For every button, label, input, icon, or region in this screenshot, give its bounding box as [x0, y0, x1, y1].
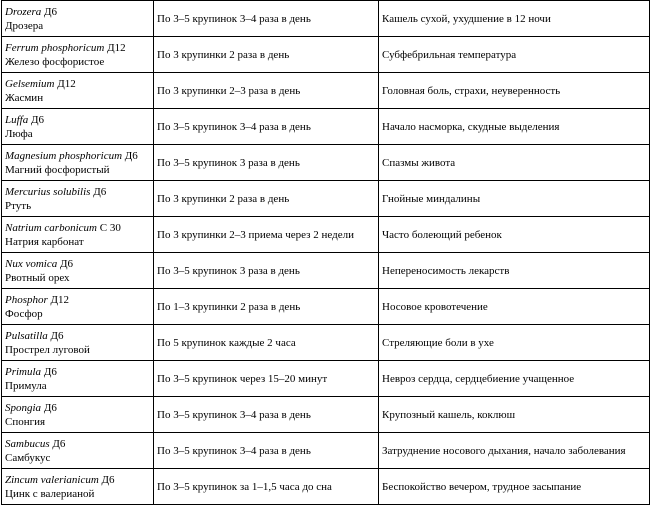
russian-name: Самбукус [5, 451, 51, 464]
latin-name: Gelsemium [5, 77, 55, 90]
dosage-cell: По 3–5 крупинок 3–4 раза в день [154, 1, 379, 37]
russian-name: Ртуть [5, 199, 32, 212]
remedy-name-line [5, 473, 150, 487]
dosage-cell: По 3 крупинки 2 раза в день [154, 37, 379, 73]
russian-name: Натрия карбонат [5, 235, 84, 248]
potency: Д6 [50, 329, 64, 342]
table-row [2, 325, 650, 361]
russian-name: Железо фосфористое [5, 55, 105, 68]
remedy-name-cell [2, 217, 154, 253]
russian-name: Прострел луговой [5, 343, 90, 356]
indication-cell: Спазмы живота [379, 145, 650, 181]
remedy-name-cell [2, 145, 154, 181]
potency: Д6 [124, 149, 138, 162]
remedies-table [1, 0, 650, 505]
remedy-name-cell [2, 109, 154, 145]
table-row [2, 217, 650, 253]
potency: Д6 [101, 473, 115, 486]
dosage-cell: По 3–5 крупинок 3 раза в день [154, 145, 379, 181]
table-row [2, 37, 650, 73]
remedy-name-cell [2, 73, 154, 109]
remedies-table-body [2, 1, 650, 505]
latin-name: Luffa [5, 113, 29, 126]
remedy-name-line [5, 293, 150, 307]
table-row [2, 469, 650, 505]
latin-name: Pulsatilla [5, 329, 48, 342]
indication-cell: Гнойные миндалины [379, 181, 650, 217]
dosage-cell: По 3–5 крупинок 3 раза в день [154, 253, 379, 289]
table-row [2, 433, 650, 469]
dosage-cell: По 3–5 крупинок 3–4 раза в день [154, 109, 379, 145]
remedy-name-line [5, 5, 150, 19]
indication-cell: Крупозный кашель, коклюш [379, 397, 650, 433]
potency: Д6 [43, 401, 57, 414]
remedy-name-line [5, 77, 150, 91]
potency: Д12 [107, 41, 126, 54]
table-row [2, 1, 650, 37]
indication-cell: Носовое кровотечение [379, 289, 650, 325]
latin-name: Drozera [5, 5, 42, 18]
indication-cell: Головная боль, страхи, неуверенность [379, 73, 650, 109]
table-row [2, 145, 650, 181]
indication-cell: Субфебрильная температура [379, 37, 650, 73]
dosage-cell: По 1–3 крупинки 2 раза в день [154, 289, 379, 325]
dosage-cell: По 3 крупинки 2–3 приема через 2 недели [154, 217, 379, 253]
indication-cell: Непереносимость лекарств [379, 253, 650, 289]
russian-name: Магний фосфористый [5, 163, 110, 176]
indication-cell: Затруднение носового дыхания, начало заболевания [379, 433, 650, 469]
russian-name: Цинк с валерианой [5, 487, 95, 500]
table-row [2, 181, 650, 217]
remedy-name-line [5, 113, 150, 127]
russian-name: Дрозера [5, 19, 44, 32]
russian-name: Люфа [5, 127, 33, 140]
table-row [2, 361, 650, 397]
remedy-name-line [5, 437, 150, 451]
table-row [2, 289, 650, 325]
remedy-name-line [5, 365, 150, 379]
potency: Д6 [59, 257, 73, 270]
indication-cell: Беспокойство вечером, трудное засыпание [379, 469, 650, 505]
remedy-name-line [5, 221, 150, 235]
potency: Д6 [43, 365, 57, 378]
remedy-name-cell [2, 433, 154, 469]
potency: Д6 [30, 113, 44, 126]
remedy-name-cell [2, 253, 154, 289]
potency: Д6 [44, 5, 58, 18]
latin-name: Phosphor [5, 293, 48, 306]
latin-name: Sambucus [5, 437, 50, 450]
potency: С 30 [99, 221, 121, 234]
remedy-name-line [5, 401, 150, 415]
remedy-name-cell [2, 181, 154, 217]
dosage-cell: По 3–5 крупинок за 1–1,5 часа до сна [154, 469, 379, 505]
dosage-cell: По 3–5 крупинок 3–4 раза в день [154, 397, 379, 433]
latin-name: Natrium carbonicum [5, 221, 97, 234]
indication-cell: Часто болеющий ребенок [379, 217, 650, 253]
table-row [2, 397, 650, 433]
indication-cell: Стреляющие боли в ухе [379, 325, 650, 361]
potency: Д12 [57, 77, 76, 90]
remedy-name-cell [2, 361, 154, 397]
potency: Д6 [93, 185, 107, 198]
remedy-name-cell [2, 289, 154, 325]
indication-cell: Кашель сухой, ухудшение в 12 ночи [379, 1, 650, 37]
dosage-cell: По 3 крупинки 2–3 раза в день [154, 73, 379, 109]
latin-name: Zincum valerianicum [5, 473, 99, 486]
potency: Д12 [50, 293, 70, 306]
dosage-cell: По 3–5 крупинок через 15–20 минут [154, 361, 379, 397]
remedy-name-cell [2, 37, 154, 73]
latin-name: Ferrum phosphoricum [5, 41, 105, 54]
russian-name: Примула [5, 379, 47, 392]
remedy-name-line [5, 257, 150, 271]
latin-name: Mercurius solubilis [5, 185, 91, 198]
russian-name: Спонгия [5, 415, 46, 428]
indication-cell: Невроз сердца, сердцебиение учащенное [379, 361, 650, 397]
remedy-name-line [5, 149, 150, 163]
russian-name: Жасмин [5, 91, 44, 104]
russian-name: Фосфор [5, 307, 43, 320]
indication-cell: Начало насморка, скудные выделения [379, 109, 650, 145]
table-row [2, 253, 650, 289]
remedy-name-line [5, 329, 150, 343]
latin-name: Magnesium phosphoricum [5, 149, 123, 162]
latin-name: Nux vomica [5, 257, 58, 270]
remedy-name-line [5, 185, 150, 199]
table-row [2, 109, 650, 145]
russian-name: Рвотный орех [5, 271, 70, 284]
remedy-name-cell [2, 325, 154, 361]
dosage-cell: По 5 крупинок каждые 2 часа [154, 325, 379, 361]
dosage-cell: По 3–5 крупинок 3–4 раза в день [154, 433, 379, 469]
latin-name: Spongia [5, 401, 42, 414]
latin-name: Primula [5, 365, 42, 378]
remedy-name-cell [2, 397, 154, 433]
potency: Д6 [52, 437, 66, 450]
remedy-name-cell [2, 469, 154, 505]
table-row [2, 73, 650, 109]
remedy-name-cell [2, 1, 154, 37]
dosage-cell: По 3 крупинки 2 раза в день [154, 181, 379, 217]
remedy-name-line [5, 41, 150, 55]
